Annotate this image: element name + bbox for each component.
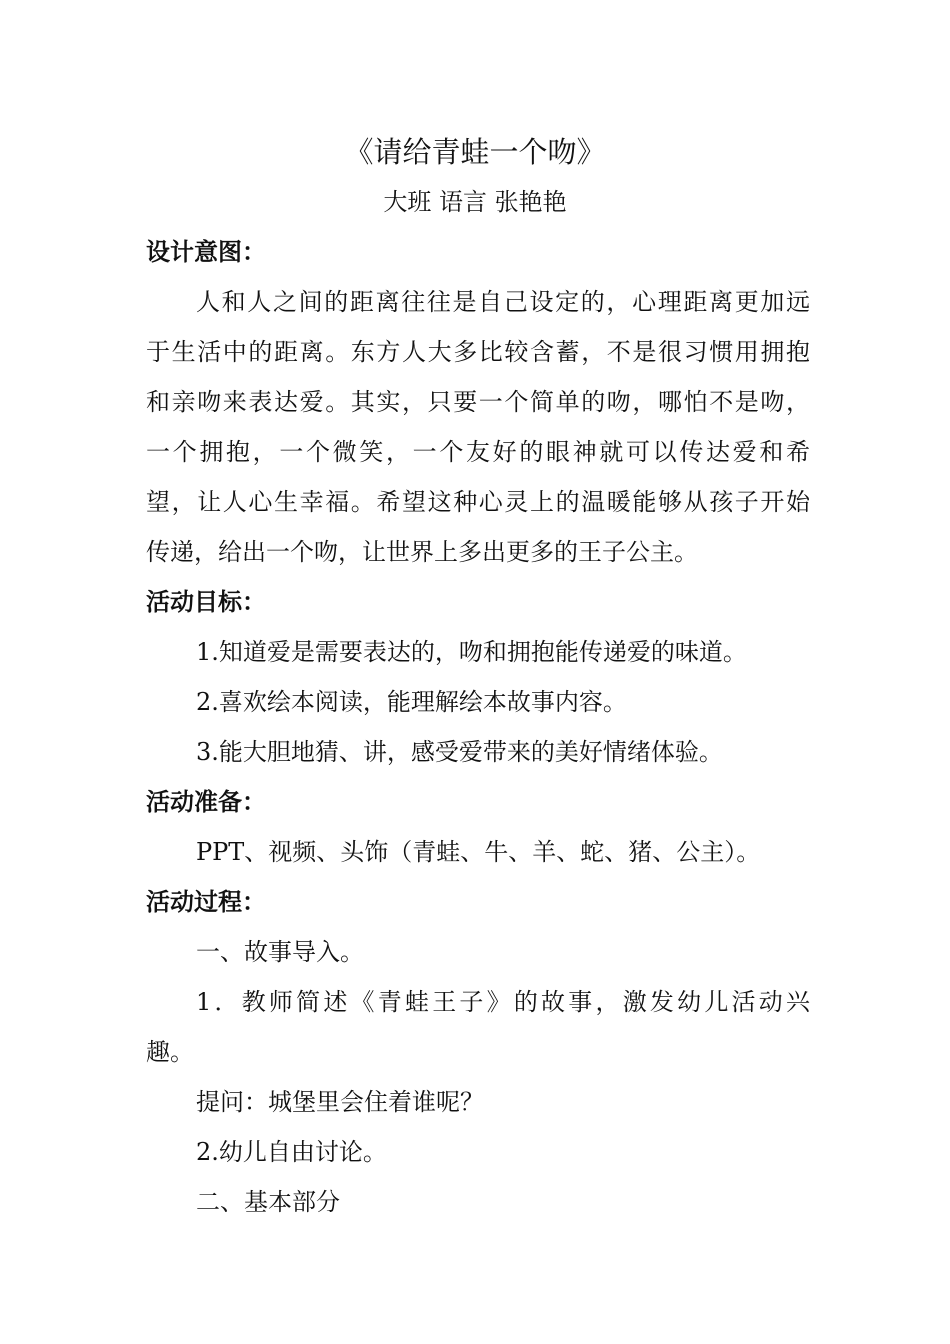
design-intent-line: 望，让人心生幸福。希望这种心灵上的温暖能够从孩子开始 [146, 488, 810, 516]
process-step: 2.幼儿自由讨论。 [196, 1138, 387, 1166]
process-part-heading: 一、故事导入。 [196, 938, 364, 966]
goal-item: 1.知道爱是需要表达的，吻和拥抱能传递爱的味道。 [196, 638, 747, 666]
design-intent-line: 一个拥抱，一个微笑，一个友好的眼神就可以传达爱和希 [146, 438, 810, 466]
goals-heading: 活动目标： [146, 588, 266, 616]
preparation-heading: 活动准备： [146, 788, 266, 816]
process-step: 1．教师简述《青蛙王子》的故事，激发幼儿活动兴 [196, 988, 810, 1016]
preparation-text: PPT、视频、头饰（青蛙、牛、羊、蛇、猪、公主）。 [196, 838, 761, 866]
goal-item: 3.能大胆地猜、讲，感受爱带来的美好情绪体验。 [196, 738, 723, 766]
design-intent-line: 人和人之间的距离往往是自己设定的，心理距离更加远 [196, 288, 810, 316]
process-question: 提问：城堡里会住着谁呢？ [196, 1088, 484, 1116]
design-intent-line: 传递，给出一个吻，让世界上多出更多的王子公主。 [146, 538, 698, 566]
process-heading: 活动过程： [146, 888, 266, 916]
document-subtitle: 大班 语言 张艳艳 [383, 188, 567, 216]
design-intent-heading: 设计意图： [146, 238, 266, 266]
document-title: 《请给青蛙一个吻》 [344, 135, 606, 169]
process-part-heading: 二、基本部分 [196, 1188, 340, 1216]
goal-item: 2.喜欢绘本阅读，能理解绘本故事内容。 [196, 688, 627, 716]
design-intent-line: 于生活中的距离。东方人大多比较含蓄，不是很习惯用拥抱 [146, 338, 810, 366]
process-step-continued: 趣。 [146, 1038, 194, 1066]
design-intent-line: 和亲吻来表达爱。其实，只要一个简单的吻，哪怕不是吻， [146, 388, 810, 416]
